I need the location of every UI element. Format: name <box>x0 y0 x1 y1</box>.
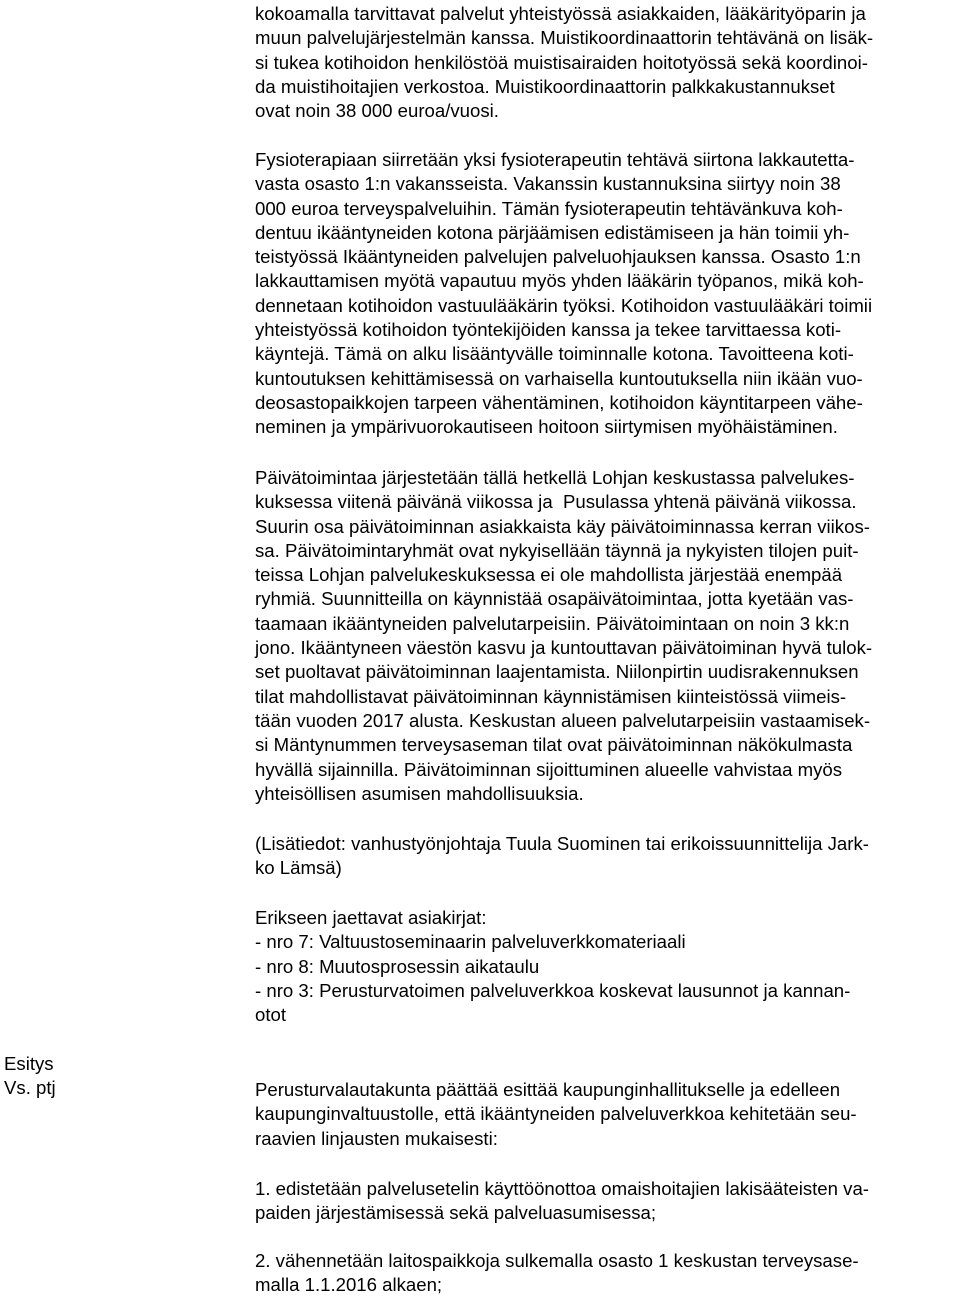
text-line: Päivätoimintaa järjestetään tällä hetkellä Lohjan keskustassa palvelukes- <box>255 467 855 488</box>
text-line: vasta osasto 1:n vakansseista. Vakanssin kustannuksina siirtyy noin 38 <box>255 173 841 195</box>
text-line: da muistihoitajien verkostoa. Muistikoordinaattorin palkkakustannukset <box>255 75 835 97</box>
text-line: taamaan ikääntyneiden palvelutarpeisiin. Päivätoimintaan on noin 3 kk:n <box>255 612 850 634</box>
text-line: tään vuoden 2017 alusta. Keskustan alueen palvelutarpeisiin vastaamisek- <box>255 709 871 731</box>
text-line: ko Lämsä) <box>255 857 342 879</box>
text-line: lakkauttamisen myötä vapautuu myös yhden lääkärin työpanos, mikä koh- <box>255 270 864 292</box>
text-line: yhteisöllisen asumisen mahdollisuuksia. <box>255 782 584 804</box>
margin-label-esitys: Esitys <box>4 1053 54 1074</box>
attachment-item: - nro 8: Muutosprosessin aikataulu <box>255 955 540 977</box>
text-line: 000 euroa terveyspalveluihin. Tämän fysioterapeutin tehtävänkuva koh- <box>255 197 843 219</box>
paragraph-esitys <box>255 1078 955 1151</box>
text-line: käyntejä. Tämä on alku lisääntyvälle toiminnalle kotona. Tavoitteena koti- <box>255 343 854 365</box>
paragraph-lisatiedot <box>255 832 955 881</box>
text-line: ryhmiä. Suunnitteilla on käynnistää osapäivätoimintaa, jotta kyetään vas- <box>255 588 854 610</box>
attachments-heading: Erikseen jaettavat asiakirjat: <box>255 907 487 928</box>
text-line: sa. Päivätoimintaryhmät ovat nykyisellään täynnä ja nykyisten tilojen puit- <box>255 539 859 561</box>
text-line: jono. Ikääntyneen väestön kasvu ja kuntouttavan päivätoiminan hyvä tulok- <box>255 637 873 659</box>
text-line: hyvällä sijainnilla. Päivätoiminnan sijoittuminen alueelle vahvistaa myös <box>255 758 843 780</box>
text-line: malla 1.1.2016 alkaen; <box>255 1274 443 1296</box>
proposal-item-1 <box>255 1177 955 1226</box>
text-line: kaupunginvaltuustolle, että ikääntyneiden palveluverkkoa kehitetään seu- <box>255 1103 857 1125</box>
margin-label-vs-ptj: Vs. ptj <box>4 1077 56 1098</box>
text-line: raavien linjausten mukaisesti: <box>255 1127 498 1149</box>
text-line: yhteistyössä kotihoidon työntekijöiden kanssa ja tekee tarvittaessa koti- <box>255 319 842 341</box>
text-line: si tukea kotihoidon henkilöstöä muistisairaiden hoitotyössä sekä koordinoi- <box>255 51 868 73</box>
paragraph-muistikoordinaattori <box>255 2 955 123</box>
text-line: kuntoutuksen kehittämisessä on varhaisella kuntoutuksella niin ikään vuo- <box>255 367 863 389</box>
text-line: tilat mahdollistavat päivätoiminnan käynnistämisen kiinteistössä viimeis- <box>255 685 847 707</box>
text-line: si Mäntynummen terveysaseman tilat ovat päivätoiminnan näkökulmasta <box>255 734 853 756</box>
text-line: ovat noin 38 000 euroa/vuosi. <box>255 100 499 122</box>
paragraph-fysioterapia <box>255 148 955 440</box>
text-line: paiden järjestämisessä sekä palveluasumisessa; <box>255 1202 657 1224</box>
text-line: otot <box>255 1004 287 1026</box>
text-line: kuksessa viitenä päivänä viikossa ja Pusulassa yhtenä päivänä viikossa. <box>255 491 857 513</box>
text-line: teistyössä Ikääntyneiden palvelujen palveluohjauksen kanssa. Osasto 1:n <box>255 246 861 268</box>
proposal-item-2 <box>255 1249 955 1298</box>
text-line: neminen ja ympärivuorokautiseen hoitoon siirtymisen myöhäistäminen. <box>255 416 838 438</box>
text-line: Suurin osa päivätoiminnan asiakkaista käy päivätoiminnassa kerran viikos- <box>255 515 870 537</box>
text-line: set puoltavat päivätoiminnan laajentamista. Niilonpirtin uudisrakennuksen <box>255 661 859 683</box>
text-line: Perusturvalautakunta päättää esittää kaupunginhallitukselle ja edelleen <box>255 1079 841 1100</box>
text-line: (Lisätiedot: vanhustyönjohtaja Tuula Suominen tai erikoissuunnittelija Jark- <box>255 833 869 854</box>
text-line: dennetaan kotihoidon vastuulääkärin työksi. Kotihoidon vastuulääkäri toimii <box>255 294 873 316</box>
attachment-item: - nro 7: Valtuustoseminaarin palveluverkkomateriaali <box>255 931 686 953</box>
paragraph-asiakirjat <box>255 906 955 1027</box>
attachment-item: - nro 3: Perusturvatoimen palveluverkkoa koskevat lausunnot ja kannan- <box>255 979 851 1001</box>
text-line: 1. edistetään palvelusetelin käyttöönottoa omaishoitajien lakisääteisten va- <box>255 1178 869 1199</box>
text-line: kokoamalla tarvittavat palvelut yhteistyössä asiakkaiden, lääkärityöparin ja <box>255 3 866 24</box>
text-line: Fysioterapiaan siirretään yksi fysioterapeutin tehtävä siirtona lakkautetta- <box>255 149 855 170</box>
text-line: 2. vähennetään laitospaikkoja sulkemalla osasto 1 keskustan terveysase- <box>255 1250 859 1271</box>
text-line: muun palvelujärjestelmän kanssa. Muistikoordinaattorin tehtävänä on lisäk- <box>255 27 874 49</box>
text-line: teissa Lohjan palvelukeskuksessa ei ole mahdollista järjestää enempää <box>255 564 843 586</box>
text-line: deosastopaikkojen tarpeen vähentäminen, kotihoidon käyntitarpeen vähe- <box>255 391 863 413</box>
text-line: dentuu ikääntyneiden kotona pärjäämisen edistämiseen ja hän toimii yh- <box>255 221 850 243</box>
paragraph-paivatoiminta <box>255 466 955 806</box>
